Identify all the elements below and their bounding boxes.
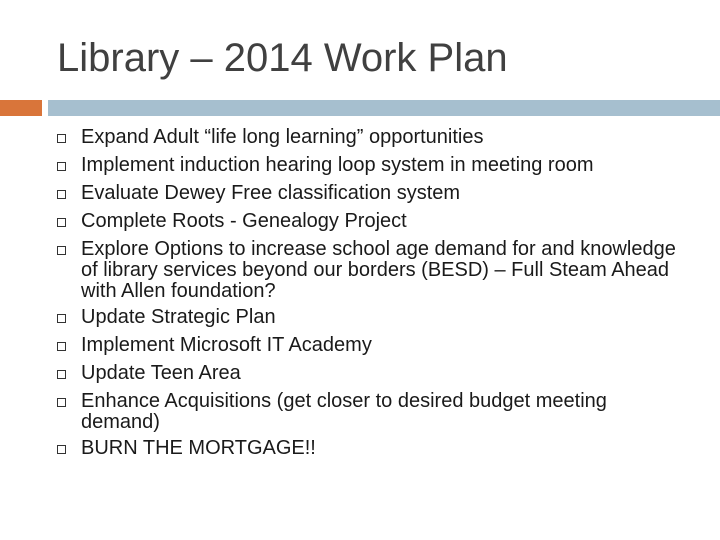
bullet-item-10: [0, 435, 720, 463]
bullet-text: Implement induction hearing loop system in meeting room: [81, 154, 594, 176]
slide-title: Library – 2014 Work Plan: [57, 36, 508, 80]
bullet-list: [0, 124, 720, 463]
hollow-square-bullet-icon: [57, 342, 66, 351]
bullet-text: Evaluate Dewey Free classification system: [81, 182, 461, 204]
hollow-square-bullet-icon: [57, 314, 66, 323]
bullet-text: Update Strategic Plan: [81, 306, 276, 328]
bullet-item-7: [0, 332, 720, 360]
bullet-text: Implement Microsoft IT Academy: [81, 334, 372, 356]
bullet-item-9: [0, 388, 720, 435]
bullet-item-8: [0, 360, 720, 388]
hollow-square-bullet-icon: [57, 134, 66, 143]
hollow-square-bullet-icon: [57, 190, 66, 199]
hollow-square-bullet-icon: [57, 445, 66, 454]
bullet-item-5: [0, 236, 720, 304]
title-rule-bar: [48, 100, 720, 116]
bullet-text: Update Teen Area: [81, 362, 241, 384]
bullet-item-2: [0, 152, 720, 180]
bullet-text: Complete Roots - Genealogy Project: [81, 210, 407, 232]
bullet-text: Explore Options to increase school age demand for and knowledge of library services beyond our borders (BESD) – Full Steam Ahead with Allen foundation?: [81, 238, 676, 302]
bullet-item-1: [0, 124, 720, 152]
bullet-text: Enhance Acquisitions (get closer to desired budget meeting demand): [81, 390, 607, 433]
hollow-square-bullet-icon: [57, 218, 66, 227]
hollow-square-bullet-icon: [57, 162, 66, 171]
hollow-square-bullet-icon: [57, 398, 66, 407]
hollow-square-bullet-icon: [57, 370, 66, 379]
bullet-text: Expand Adult “life long learning” opportunities: [81, 126, 484, 148]
hollow-square-bullet-icon: [57, 246, 66, 255]
accent-bar: [0, 100, 42, 116]
bullet-item-4: [0, 208, 720, 236]
bullet-item-6: [0, 304, 720, 332]
bullet-item-3: [0, 180, 720, 208]
bullet-text: BURN THE MORTGAGE!!: [81, 437, 316, 459]
